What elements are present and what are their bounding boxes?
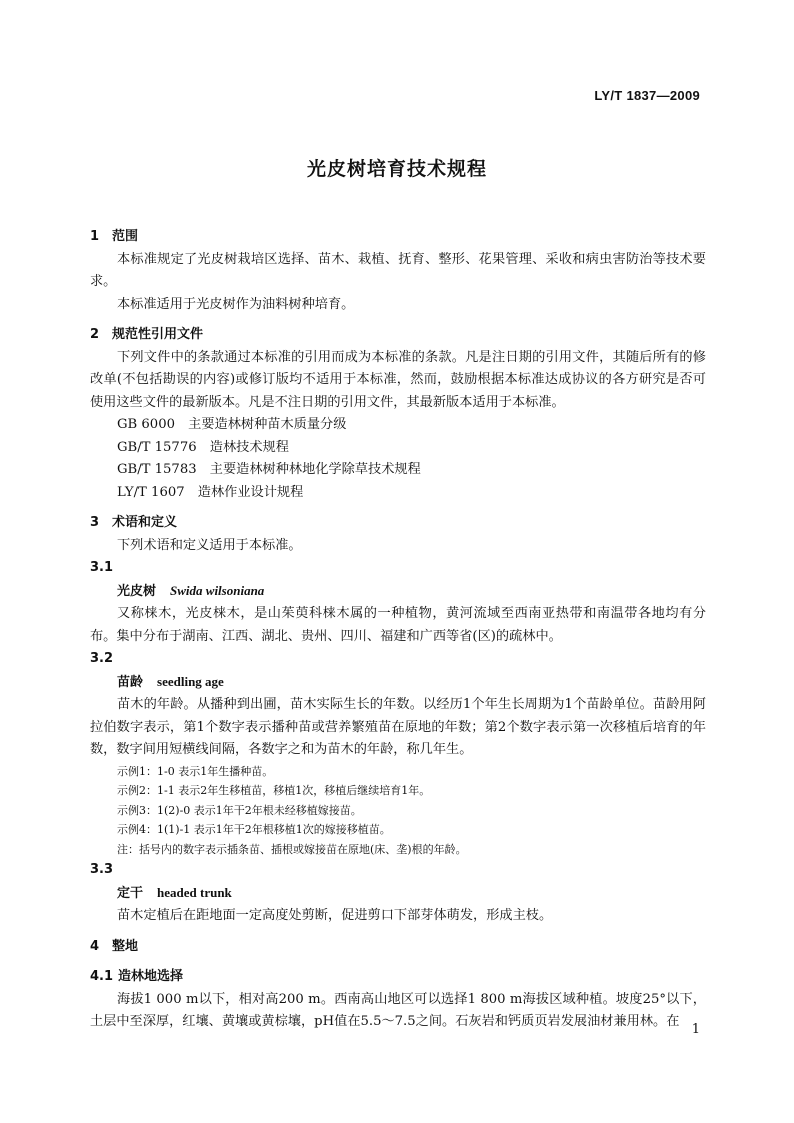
term-number: 3.3 xyxy=(90,862,114,877)
term-heading xyxy=(90,580,706,604)
term-chinese: 苗龄 xyxy=(117,674,144,690)
section-title: 术语和定义 xyxy=(112,515,178,530)
section-title: 造林地选择 xyxy=(118,969,184,984)
section-2-heading xyxy=(90,324,706,347)
term-heading xyxy=(90,882,706,906)
paragraph: 下列文件中的条款通过本标准的引用而成为本标准的条款。凡是注日期的引用文件，其随后所有的修改单(不包括勘误的内容)或修订版均不适用于本标准，然而，鼓励根据本标准达成协议的各方研究是否可使用这些文件的最新版本。凡是不注日期的引用文件，其最新版本适用于本标准。 xyxy=(90,349,706,410)
term-definition: 又称梾木，光皮梾木，是山茱萸科梾木属的一种植物，黄河流域至西南亚热带和南温带各地均有分布。集中分布于湖南、江西、湖北、贵州、四川、福建和广西等省(区)的疏林中。 xyxy=(90,606,706,644)
section-number: 4 xyxy=(90,938,100,954)
note: 注：括号内的数字表示插条苗、插根或嫁接苗在原地(床、垄)根的年龄。 xyxy=(117,842,467,856)
paragraph: 本标准规定了光皮树栽培区选择、苗木、栽植、抚育、整形、花果管理、采收和病虫害防治等技术要求。 xyxy=(90,251,706,289)
reference-item: GB 6000 主要造林树种苗木质量分级 xyxy=(117,417,347,432)
paragraph: 海拔1 000 m以下，相对高200 m。西南高山地区可以选择1 800 m海拔区域种植。坡度25°以下，土层中至深厚，红壤、黄壤或黄棕壤，pH值在5.5～7.5之间。石灰岩和钙质页岩发展油材兼用林。在 xyxy=(90,991,706,1029)
example-item: 示例3：1(2)-0 表示1年干2年根未经移植嫁接苗。 xyxy=(117,803,362,817)
page-number: 1 xyxy=(691,1022,700,1037)
section-4-heading xyxy=(90,936,706,959)
term-definition: 苗木的年龄。从播种到出圃，苗木实际生长的年数。以经历1个年生长周期为1个苗龄单位。苗龄用阿拉伯数字表示，第1个数字表示播种苗或营养繁殖苗在原地的年数；第2个数字表示第一次移植后培育的年数，数字间用短横线间隔，各数字之和为苗木的年龄，称几年生。 xyxy=(90,697,706,757)
reference-item: LY/T 1607 造林作业设计规程 xyxy=(117,484,304,500)
paragraph: 下列术语和定义适用于本标准。 xyxy=(117,537,302,553)
section-1-heading xyxy=(90,226,706,249)
section-3-heading xyxy=(90,512,706,535)
term-chinese: 光皮树 xyxy=(117,583,157,599)
section-number: 3 xyxy=(90,515,100,530)
term-english: seedling age xyxy=(157,673,224,689)
section-title: 规范性引用文件 xyxy=(112,327,204,342)
section-number: 4.1 xyxy=(90,969,114,984)
page-title: 光皮树培育技术规程 xyxy=(306,158,487,180)
term-english: headed trunk xyxy=(157,884,232,900)
standard-code: LY/T 1837—2009 xyxy=(594,88,700,103)
reference-item: GB/T 15783 主要造林树种林地化学除草技术规程 xyxy=(117,462,421,477)
term-number: 3.1 xyxy=(90,560,114,575)
section-title: 整地 xyxy=(112,938,139,954)
subsection-4-1-heading xyxy=(90,966,706,989)
term-chinese: 定干 xyxy=(117,885,144,901)
term-heading xyxy=(90,671,706,695)
section-number: 1 xyxy=(90,229,100,244)
paragraph: 本标准适用于光皮树作为油料树种培育。 xyxy=(117,296,355,312)
term-english: Swida wilsoniana xyxy=(170,582,265,598)
example-item: 示例4：1(1)-1 表示1年干2年根移植1次的嫁接移植苗。 xyxy=(117,823,391,836)
section-title: 范围 xyxy=(112,229,139,244)
document-body xyxy=(90,218,706,1034)
reference-item: GB/T 15776 造林技术规程 xyxy=(117,439,289,455)
term-number: 3.2 xyxy=(90,651,114,666)
term-definition: 苗木定植后在距地面一定高度处剪断，促进剪口下部芽体萌发，形成主枝。 xyxy=(117,908,553,923)
example-item: 示例2：1-1 表示2年生移植苗，移植1次，移植后继续培育1年。 xyxy=(117,784,431,797)
example-item: 示例1：1-0 表示1年生播种苗。 xyxy=(117,764,274,778)
section-number: 2 xyxy=(90,327,100,342)
